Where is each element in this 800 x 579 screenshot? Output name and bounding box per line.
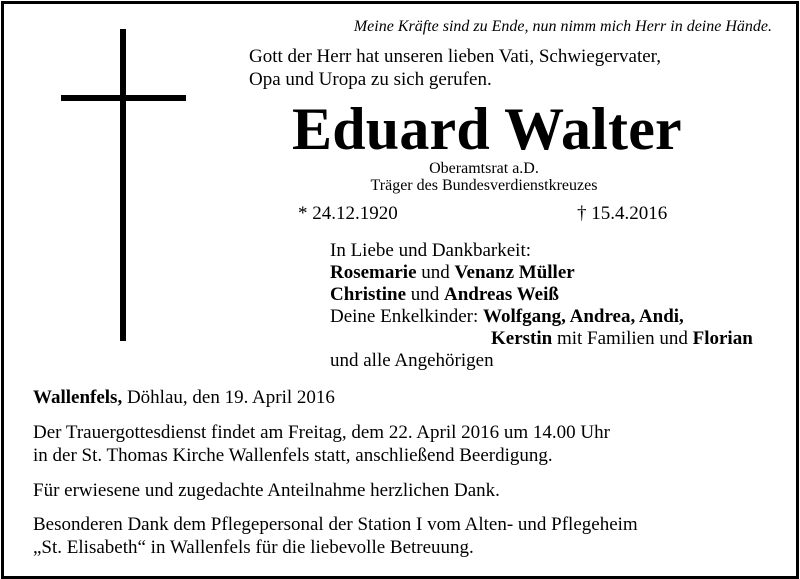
- intro-line: Opa und Uropa zu sich gerufen.: [249, 69, 492, 90]
- motto: Meine Kräfte sind zu Ende, nun nimm mich Herr in deine Hände.: [353, 18, 772, 35]
- family-closing: und alle Angehörigen: [330, 350, 494, 371]
- death-date: † 15.4.2016: [577, 203, 668, 224]
- place-date-line: Wallenfels, Döhlau, den 19. April 2016: [33, 387, 335, 408]
- intro-text: [249, 45, 661, 91]
- family-list: [330, 240, 753, 372]
- family-couple: Rosemarie und Venanz Müller: [330, 262, 575, 283]
- thanks-text: Für erwiesene und zugedachte Anteilnahme herzlichen Dank.: [33, 480, 500, 501]
- service-info: [33, 421, 610, 467]
- birth-date: * 24.12.1920: [298, 203, 398, 224]
- family-grandchildren-cont: Kerstin mit Familien und Florian: [491, 328, 753, 349]
- title-line: Oberamtsrat a.D.: [429, 160, 539, 177]
- family-couple: Christine und Andreas Weiß: [330, 284, 559, 305]
- deceased-name: Eduard Walter: [292, 96, 682, 162]
- intro-line: Gott der Herr hat unseren lieben Vati, Schwiegervater,: [249, 46, 661, 67]
- family-opening: In Liebe und Dankbarkeit:: [330, 240, 532, 261]
- title-line: Träger des Bundesverdienstkreuzes: [370, 177, 598, 194]
- special-thanks-line: „St. Elisabeth“ in Wallenfels für die liebevolle Betreuung.: [33, 537, 474, 558]
- special-thanks: [33, 513, 638, 559]
- cross-horizontal-bar: [61, 95, 186, 101]
- family-grandchildren: Deine Enkelkinder: Wolfgang, Andrea, Andi,: [330, 306, 684, 327]
- service-line: Der Trauergottesdienst findet am Freitag, dem 22. April 2016 um 14.00 Uhr: [33, 422, 610, 443]
- special-thanks-line: Besonderen Dank dem Pflegepersonal der Station I vom Alten- und Pflegeheim: [33, 514, 638, 535]
- service-line: in der St. Thomas Kirche Wallenfels statt, anschließend Beerdigung.: [33, 445, 553, 466]
